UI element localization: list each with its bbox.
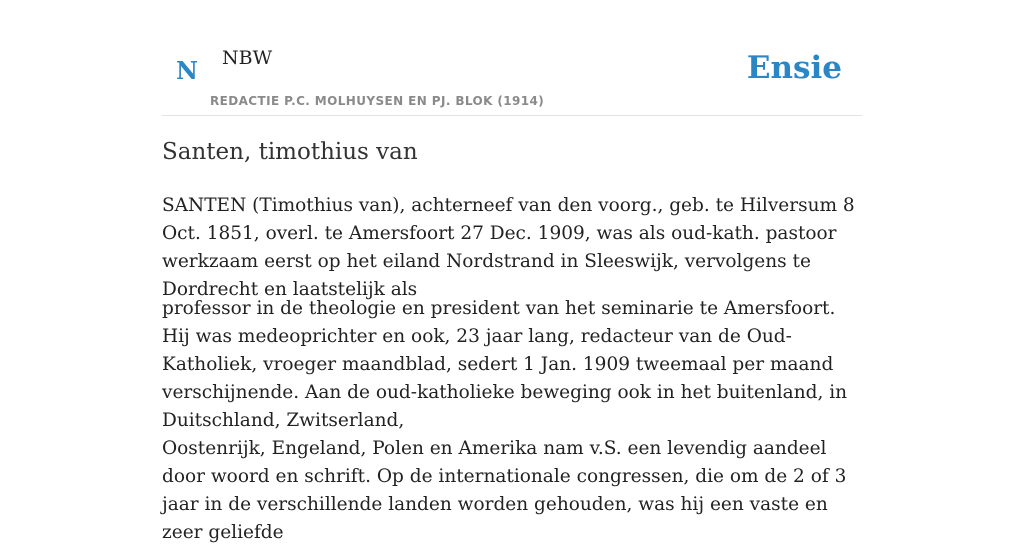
- article-paragraph: SANTEN (Timothius van), achterneef van den voorg., geb. te Hilversum 8 Oct. 1851, overl. te Amersfoort 27 Dec. 1909, was als oud-kath. pastoor werkzaam eerst op het eiland Nordstrand in Sleeswijk, vervolgens te Dordrecht en laatstelijk als: [162, 195, 855, 300]
- article-paragraph: professor in de theologie en president van het seminarie te Amersfoort. Hij was medeoprichter en ook, 23 jaar lang, redacteur van de Oud-Katholiek, vroeger maandblad, sedert 1 Jan. 1909 tweemaal per maand verschijnende. Aan de oud-katholieke beweging ook in het buitenland, in Duitschland, Zwitserland,: [162, 298, 848, 431]
- article-paragraph: Oostenrijk, Engeland, Polen en Amerika nam v.S. een levendig aandeel door woord en schrift. Op de internationale congressen, die om de 2 of 3 jaar in de verschillende landen worden gehouden, was hij een vaste en zeer geliefde: [162, 438, 847, 543]
- source-name[interactable]: NBW: [222, 47, 273, 69]
- brand-logo-link[interactable]: Ensie: [746, 50, 842, 86]
- page-title: Santen, timothius van: [162, 139, 418, 165]
- site-header: [162, 0, 862, 116]
- editor-line: REDACTIE P.C. MOLHUYSEN EN PJ. BLOK (1914): [210, 94, 545, 108]
- source-logo[interactable]: N: [176, 56, 198, 85]
